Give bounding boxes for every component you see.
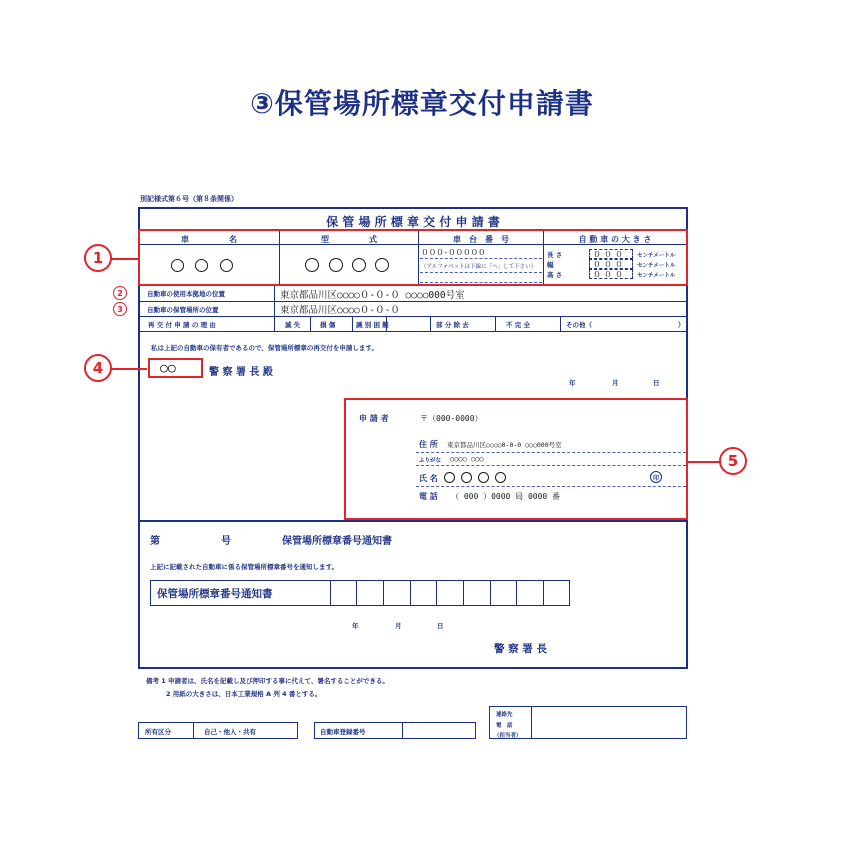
vehicle-size-header: 自 動 車 の 大 き さ: [578, 235, 652, 244]
badge-5: 5: [719, 447, 747, 475]
length-value: ０００: [593, 250, 626, 259]
chassis-value: ０００-０００００: [421, 248, 486, 257]
notice-chief: 警 察 署 長: [494, 643, 547, 655]
length-label: 長 さ: [547, 251, 563, 259]
contact-person-label: （担当者）: [494, 733, 522, 739]
ownership-value: 自己・他人・共有: [204, 728, 256, 736]
base-location-value: 東京都品川区○○○○０-０-０ ○○○○000号室: [280, 290, 465, 301]
reason-other-close: ）: [678, 321, 685, 329]
height-value: ０００: [593, 270, 626, 279]
page-title: ③保管場所標章交付申請書: [250, 87, 594, 120]
contact-label: 連絡先: [496, 712, 513, 718]
length-unit: センチメートル: [637, 253, 676, 259]
badge-3: 3: [113, 302, 127, 316]
notice-number-suffix: 号: [221, 536, 231, 547]
highlight-police-station: [148, 358, 203, 378]
vehicle-name-header: 車 名: [181, 235, 237, 244]
name-label: 氏 名: [419, 474, 438, 483]
notice-number-label: 第: [150, 536, 160, 547]
furigana-value: ○○○○ ○○○: [450, 455, 484, 463]
remark-1: 備考 1 申請者は、氏名を記載し及び押印する事に代えて、署名することができる。: [146, 677, 389, 685]
width-value: ０００: [593, 260, 626, 269]
width-label: 幅: [547, 261, 554, 269]
date-day: 日: [653, 379, 660, 387]
form-code: 別記様式第６号（第８条関係）: [140, 195, 238, 203]
highlight-vehicle-info: [138, 229, 688, 286]
reason-lost: 滅 失: [285, 321, 301, 329]
notice-title: 保管場所標章番号通知書: [282, 536, 392, 547]
reason-other: その他（: [566, 321, 592, 329]
police-station-value: ○○: [160, 361, 176, 376]
applicant-postal: 〒（000-0000）: [420, 414, 483, 423]
chassis-note: （アルファベットは下線に「ヘ」して下さい）: [421, 264, 537, 270]
police-station-suffix: 警 察 署 長 殿: [209, 367, 273, 378]
remark-2: 2 用紙の大きさは、日本工業規格 A 列 4 番とする。: [166, 690, 322, 698]
chassis-header: 車 台 番 号: [453, 235, 509, 244]
address-label: 住 所: [419, 440, 438, 449]
phone-value: （ 000 ）0000 局 0000 番: [451, 492, 561, 501]
seal-mark: 印: [650, 471, 662, 483]
width-unit: センチメートル: [637, 263, 676, 269]
applicant-label: 申 請 者: [359, 414, 389, 423]
reason-partially-removed: 部 分 除 去: [436, 321, 469, 329]
notice-box-label: 保管場所標章番号通知書: [157, 588, 273, 600]
storage-location-value: 東京都品川区○○○○０-０-０: [280, 305, 400, 316]
registration-label: 自動車登録番号: [320, 728, 366, 736]
highlight-applicant: [344, 398, 688, 520]
form-title: 保 管 場 所 標 章 交 付 申 請 書: [326, 215, 500, 229]
badge-1: 1: [84, 244, 112, 272]
contact-phone-label: 電 話: [496, 723, 513, 729]
notice-year: 年: [352, 622, 359, 630]
reason-damaged: 損 傷: [320, 321, 336, 329]
reason-unidentifiable: 識 別 困 難: [356, 321, 389, 329]
base-location-label: 自動車の使用本拠地の位置: [147, 290, 225, 298]
furigana-label: ふりがな: [419, 458, 442, 464]
address-value: 東京都品川区○○○○0-0-0 ○○○000号室: [447, 441, 562, 449]
reason-incomplete: 不 完 全: [506, 321, 531, 329]
notice-month: 月: [395, 622, 402, 630]
notice-text: 上記に記載された自動車に係る保管場所標章番号を通知します。: [150, 563, 338, 571]
date-month: 月: [612, 379, 619, 387]
height-label: 高 さ: [547, 271, 563, 279]
phone-label: 電 話: [419, 492, 438, 501]
notice-day: 日: [437, 622, 444, 630]
ownership-label: 所有区分: [145, 728, 171, 736]
height-unit: センチメートル: [637, 273, 676, 279]
declaration-text: 私は上記の自動車の保有者であるので、保管場所標章の再交付を申請します。: [151, 344, 378, 352]
vehicle-type-header: 型 式: [321, 235, 377, 244]
reason-label: 再 交 付 申 請 の 理 由: [148, 321, 216, 329]
storage-location-label: 自動車の保管場所の位置: [147, 306, 219, 314]
badge-2: 2: [113, 286, 127, 300]
badge-4: 4: [84, 354, 112, 382]
date-year: 年: [569, 379, 576, 387]
